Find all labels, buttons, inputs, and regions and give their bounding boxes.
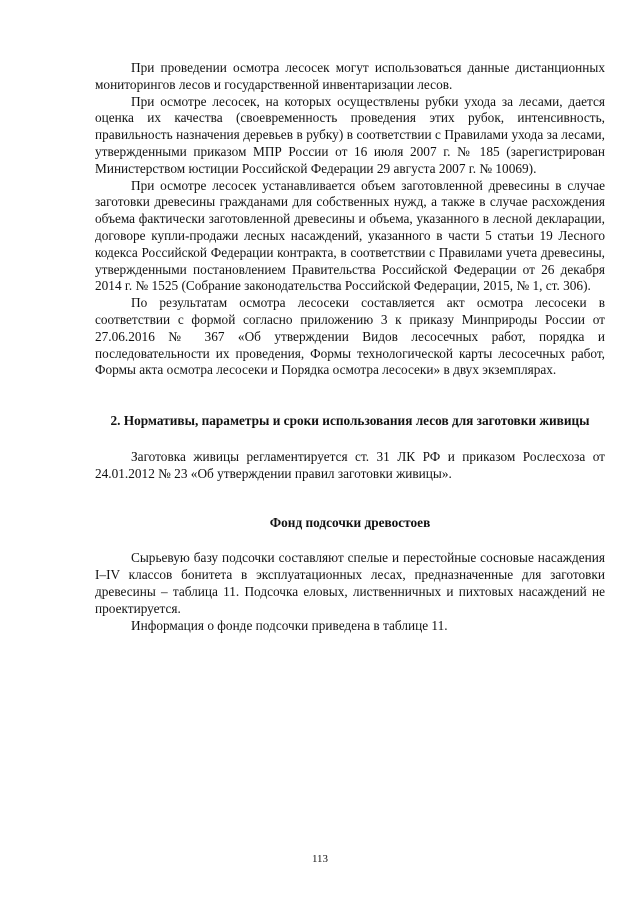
paragraph-inspection-act: По результатам осмотра лесосеки составляется акт осмотра лесосеки в соответствии с формой согласно приложению 3 к приказу Минприроды России от 27.06.2016 № 367 «Об утверждении Видов лесосечных работ, порядка и последовательности их проведения, Формы технологической карты лесосечных работ, Формы акта осмотра лесосеки и Порядка осмотра лесосеки» в двух экземплярах. bbox=[95, 295, 605, 378]
paragraph-table-reference: Информация о фонде подсочки приведена в таблице 11. bbox=[131, 617, 448, 633]
paragraph-remote-monitoring: При проведении осмотра лесосек могут использоваться данные дистанционных мониторингов лесов и государственной инвентаризации лесов. bbox=[95, 60, 605, 92]
spacer bbox=[95, 430, 605, 449]
paragraph-timber-volume: При осмотре лесосек устанавливается объем заготовленной древесины в случае заготовки древесины гражданами для собственных нужд, а также в случае расхождения объема фактически заготовленной древесины и объема, указанного в лесной декларации, договоре купли-продажи леcных насаждений, указанного в части 5 статьи 19 Лесного кодекса Российской Федерации контракта, в соответствии с Правилами учета древесины, утвержденными постановлением Правительства Российской Федерации от 26 декабря 2014 г. № 1525 (Собрание законодательства Российской Федерации, 2015, № 1, ст. 306). bbox=[95, 177, 605, 294]
paragraph-thinning-inspection: При осмотре лесосек, на которых осуществлены рубки ухода за лесами, дается оценка их качества (своевременность проведения этих рубок, интенсивность, правильность назначения деревьев в рубку) в соответствии с Правилами ухода за лесами, утвержденными приказом МПР России от 16 июля 2007 г. № 185 (зарегистрирован Министерством юстиции Российской Федерации 29 августа 2007 г. № 10069). bbox=[95, 93, 605, 176]
section-heading: 2. Нормативы, параметры и сроки использования лесов для заготовки живицы bbox=[110, 413, 590, 429]
spacer bbox=[95, 483, 605, 515]
page-number: 113 bbox=[311, 853, 329, 865]
page-content bbox=[95, 60, 605, 634]
paragraph-tapping-base: Сырьевую базу подсочки составляют спелые и перестойные сосновые насаждения I–IV классов бонитета в эксплуатационных лесах, предназначенные для заготовки древесины – таблица 11. Подсочка еловых, лиственничных и пихтовых насаждений не проектируется. bbox=[95, 550, 605, 616]
spacer bbox=[95, 379, 605, 413]
spacer bbox=[95, 531, 605, 550]
subsection-heading: Фонд подсочки древостоев bbox=[269, 514, 431, 530]
paragraph-resin-regulation: Заготовка живицы регламентируется ст. 31 ЛК РФ и приказом Рослесхоза от 24.01.2012 № 23 «Об утверждении правил заготовки живицы». bbox=[95, 448, 605, 481]
